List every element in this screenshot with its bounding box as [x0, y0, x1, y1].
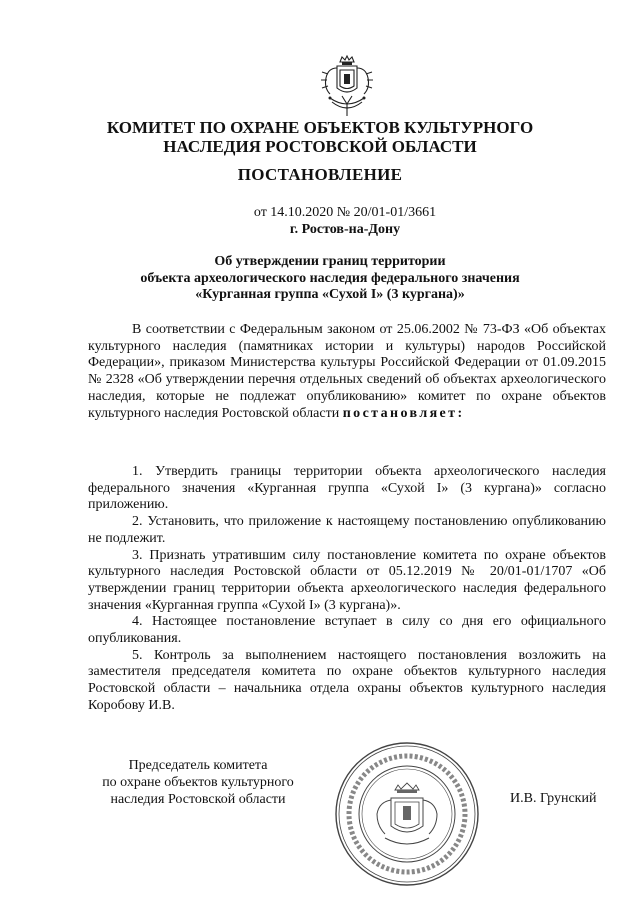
signatory-title-line-3: наследия Ростовской области: [110, 792, 286, 807]
subject-line-1: Об утверждении границ территории: [214, 254, 446, 269]
subject-line-3: «Курганная группа «Сухой I» (3 кургана)»: [195, 287, 465, 302]
org-line-1: КОМИТЕТ ПО ОХРАНЕ ОБЪЕКТОВ КУЛЬТУРНОГО: [106, 118, 534, 137]
resolution-item-5: 5. Контроль за выполнением настоящего постановления возложить на заместителя председателя комитета по охране объектов культурного наследия Ростовской области – начальника отдела охраны объектов культурного наследия Коробову И.В.: [88, 647, 606, 713]
resolution-item-4: 4. Настоящее постановление вступает в силу со дня его официального опубликования.: [88, 614, 606, 647]
document-city: г. Ростов-на-Дону: [289, 222, 401, 237]
subject-line-2: объекта археологического наследия федерального значения: [140, 270, 520, 286]
document-date-number: от 14.10.2020 № 20/01-01/3661: [253, 205, 437, 220]
resolution-items: [88, 464, 606, 715]
signatory-title-line-2: по охране объектов культурного: [102, 775, 294, 790]
resolution-item-1: 1. Утвердить границы территории объекта археологического наследия федерального значения «Курганная группа «Сухой I» (3 кургана)» согласно приложению.: [88, 464, 606, 513]
official-seal-icon: [333, 740, 481, 888]
resolution-item-3: 3. Признать утратившим силу постановление комитета по охране объектов культурного наследия Ростовской области от 05.12.2019 № 20/01-01/1707 «Об утверждении границ территории объекта археологического наследия федерального значения «Курганная группа «Сухой I» (3 кургана)».: [88, 547, 606, 613]
resolves-word: постановляет:: [342, 405, 465, 421]
preamble-text: В соответствии с Федеральным законом от 25.06.2002 № 73-ФЗ «Об объектах культурного наследия (памятниках истории и культуры) народов Российской Федерации», приказом Министерства культуры Российской Федерации от 01.09.2015 № 2328 «Об утверждении перечня отдельных сведений об объектах археологического наследия, которые не подлежат опубликованию» комитет по охране объектов культурного наследия Ростовской области: [88, 322, 606, 421]
signatory-title-line-1: Председатель комитета: [128, 758, 268, 773]
preamble-paragraph: [88, 322, 606, 422]
resolution-item-2: 2. Установить, что приложение к настоящему постановлению опубликованию не подлежит.: [88, 514, 606, 546]
signatory-name: И.В. Грунский: [510, 791, 597, 806]
organization-name: [60, 118, 580, 156]
document-subject: [120, 254, 540, 304]
signatory-title: [78, 757, 318, 808]
document-type: ПОСТАНОВЛЕНИЕ: [237, 165, 403, 184]
coat-of-arms-icon: [318, 54, 376, 118]
org-line-2: НАСЛЕДИЯ РОСТОВСКОЙ ОБЛАСТИ: [163, 137, 477, 156]
